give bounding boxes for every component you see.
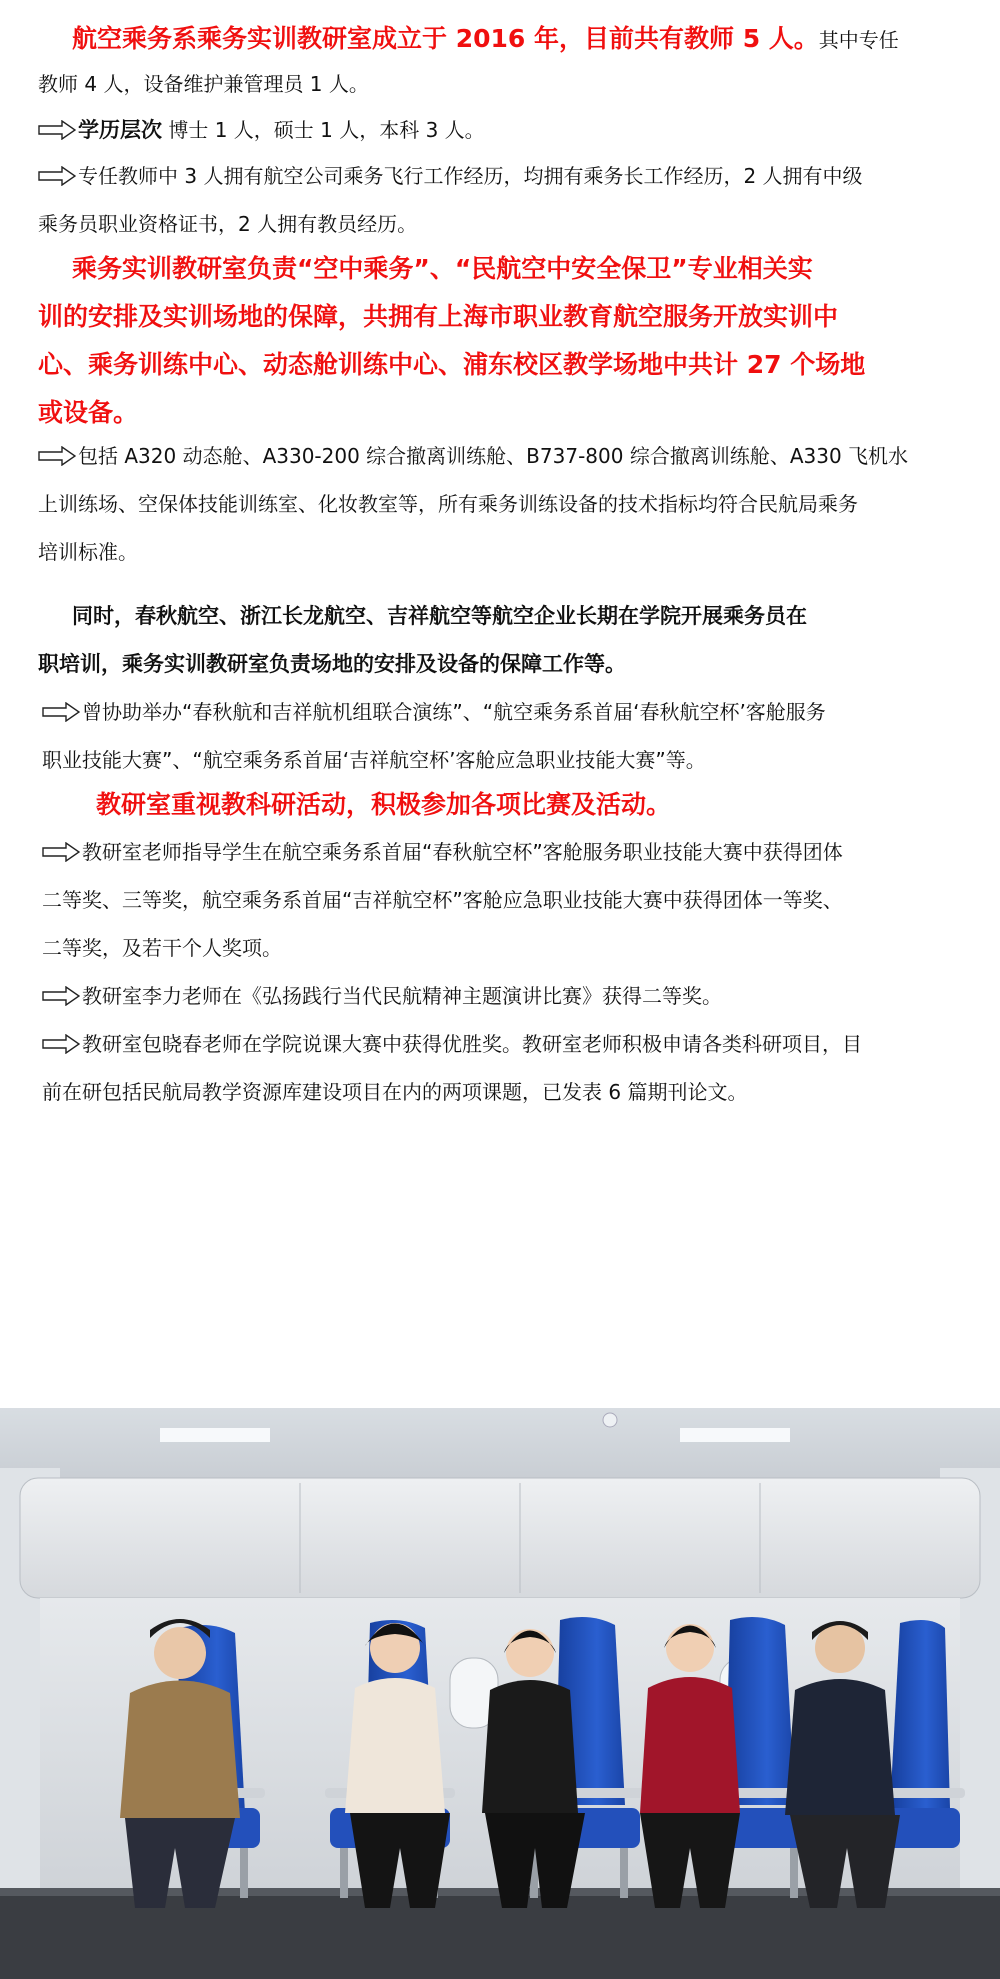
overhead-bins — [20, 1478, 980, 1598]
experience-line-1: 专任教师中 3 人拥有航空公司乘务飞行工作经历，均拥有乘务长工作经历，2 人拥有中级 — [38, 162, 863, 190]
intro-heading: 航空乘务系乘务实训教研室成立于 2016 年，目前共有教师 5 人。 — [72, 24, 819, 53]
right-arrow-icon — [42, 702, 80, 722]
facility-heading-2: 训的安排及实训场地的保障，共拥有上海市职业教育航空服务开放实训中 — [38, 302, 839, 331]
equipment-line-2: 上训练场、空保体技能训练室、化妆教室等，所有乘务训练设备的技术指标均符合民航局乘务 — [38, 492, 858, 516]
research-heading: 教研室重视教科研活动，积极参加各项比赛及活动。 — [96, 790, 672, 819]
events-line-1: 曾协助举办“春秋航和吉祥航机组联合演练”、“航空乘务系首届‘春秋航空杯’客舱服务 — [42, 698, 826, 726]
experience-line-2: 乘务员职业资格证书，2 人拥有教员经历。 — [38, 212, 418, 236]
right-arrow-icon — [42, 986, 80, 1006]
intro-line-2: 教师 4 人，设备维护兼管理员 1 人。 — [38, 72, 369, 96]
ceiling-light — [160, 1428, 270, 1442]
speech-line: 教研室李力老师在《弘扬践行当代民航精神主题演讲比赛》获得二等奖。 — [42, 982, 722, 1010]
awards-line-3: 二等奖，及若干个人奖项。 — [42, 936, 282, 960]
equipment-line-3: 培训标准。 — [38, 540, 138, 564]
ceiling — [0, 1408, 1000, 1488]
events-line-2: 职业技能大赛”、“航空乘务系首届‘吉祥航空杯’客舱应急职业技能大赛”等。 — [42, 748, 706, 772]
right-arrow-icon — [42, 1034, 80, 1054]
projects-line-1: 教研室包晓春老师在学院说课大赛中获得优胜奖。教研室老师积极申请各类科研项目，目 — [42, 1030, 862, 1058]
projects-line-2: 前在研包括民航局教学资源库建设项目在内的两项课题，已发表 6 篇期刊论文。 — [42, 1080, 748, 1104]
right-arrow-icon — [42, 842, 80, 862]
training-line-2: 职培训，乘务实训教研室负责场地的安排及设备的保障工作等。 — [38, 652, 626, 676]
facility-heading-4: 或设备。 — [38, 398, 139, 427]
education-line: 学历层次 博士 1 人，硕士 1 人，本科 3 人。 — [38, 116, 485, 144]
right-arrow-icon — [38, 166, 76, 186]
facility-heading-1: 乘务实训教研室负责“空中乘务”、“民航空中安全保卫”专业相关实 — [72, 254, 813, 283]
right-arrow-icon — [38, 446, 76, 466]
cabin-illustration — [0, 1408, 1000, 1979]
training-line-1: 同时，春秋航空、浙江长龙航空、吉祥航空等航空企业长期在学院开展乘务员在 — [72, 604, 807, 628]
intro-line-1: 航空乘务系乘务实训教研室成立于 2016 年，目前共有教师 5 人。其中专任 — [72, 24, 899, 53]
equipment-line-1: 包括 A320 动态舱、A330-200 综合撤离训练舱、B737-800 综合撤离训练舱、A330 飞机水 — [38, 442, 908, 470]
awards-line-1: 教研室老师指导学生在航空乘务系首届“春秋航空杯”客舱服务职业技能大赛中获得团体 — [42, 838, 843, 866]
sprinkler — [603, 1413, 617, 1427]
ceiling-light — [680, 1428, 790, 1442]
facility-heading-3: 心、乘务训练中心、动态舱训练中心、浦东校区教学场地中共计 27 个场地 — [38, 350, 866, 379]
cabin-photo — [0, 1408, 1000, 1979]
awards-line-2: 二等奖、三等奖，航空乘务系首届“吉祥航空杯”客舱应急职业技能大赛中获得团体一等奖、 — [42, 888, 843, 912]
right-arrow-icon — [38, 120, 76, 140]
